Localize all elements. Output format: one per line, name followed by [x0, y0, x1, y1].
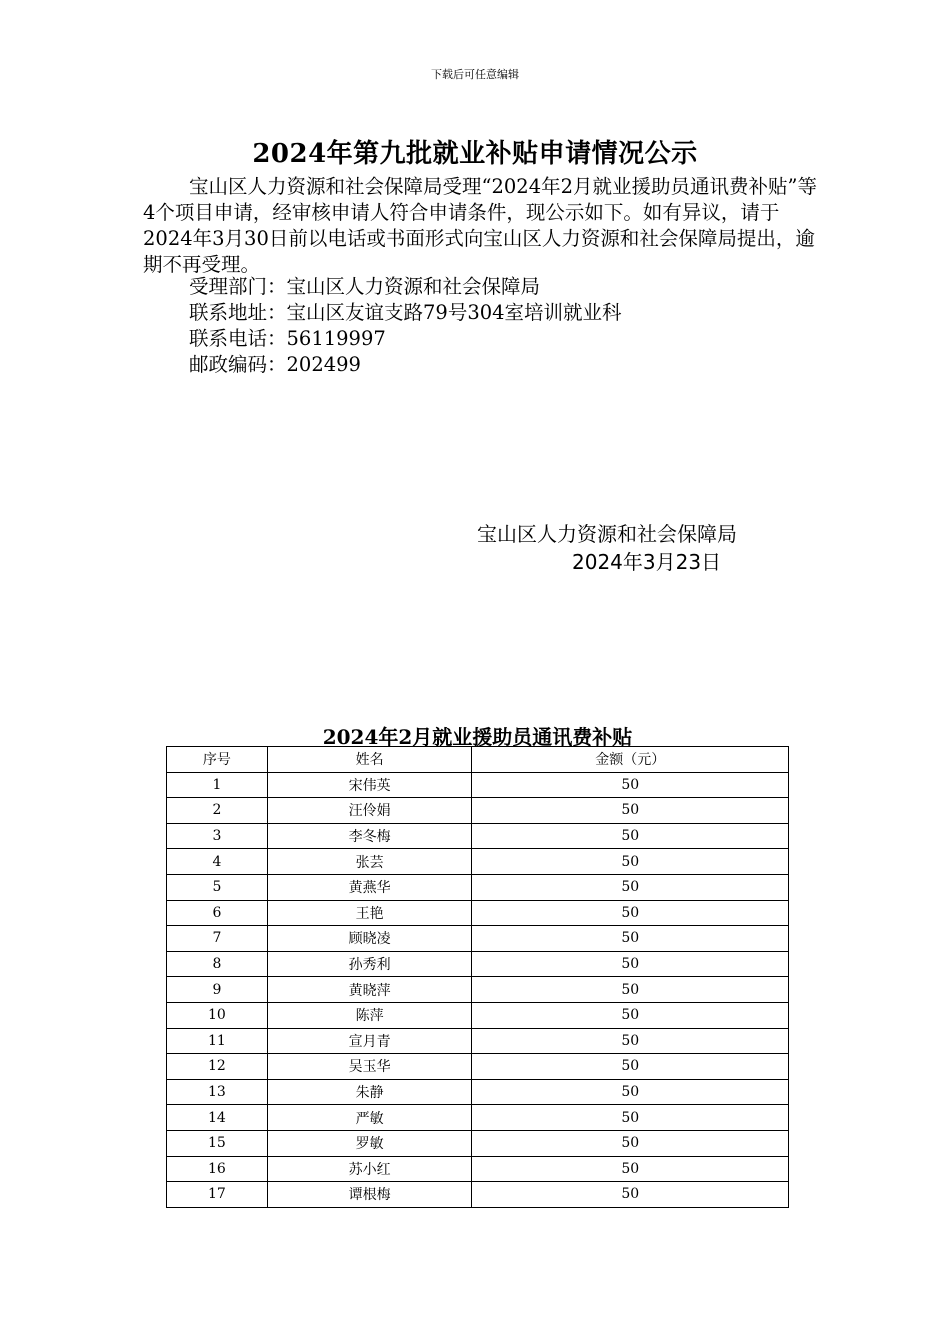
contact-block [143, 274, 869, 378]
row-name: 苏小红 [267, 1156, 472, 1182]
table-row [167, 900, 789, 926]
row-name: 宣月青 [267, 1028, 472, 1054]
row-index: 9 [167, 977, 268, 1003]
row-amount: 50 [472, 772, 789, 798]
signature-date: 2024年3月23日 [572, 550, 722, 574]
row-name: 孙秀利 [267, 951, 472, 977]
row-amount: 50 [472, 1156, 789, 1182]
row-index: 16 [167, 1156, 268, 1182]
contact-phone: 联系电话：56119997 [189, 327, 386, 350]
row-name: 罗敏 [267, 1130, 472, 1156]
row-name: 严敏 [267, 1105, 472, 1131]
row-index: 8 [167, 951, 268, 977]
row-index: 11 [167, 1028, 268, 1054]
row-amount: 50 [472, 900, 789, 926]
header-name: 姓名 [267, 747, 472, 773]
row-index: 12 [167, 1054, 268, 1080]
row-amount: 50 [472, 849, 789, 875]
row-amount: 50 [472, 1182, 789, 1208]
header-note: 下载后可任意编辑 [431, 68, 519, 81]
row-amount: 50 [472, 798, 789, 824]
row-index: 10 [167, 1002, 268, 1028]
table-row [167, 1028, 789, 1054]
table-row [167, 1156, 789, 1182]
row-amount: 50 [472, 1028, 789, 1054]
row-index: 17 [167, 1182, 268, 1208]
row-name: 黄晓萍 [267, 977, 472, 1003]
row-name: 朱静 [267, 1079, 472, 1105]
contact-department: 受理部门：宝山区人力资源和社会保障局 [189, 275, 541, 298]
row-index: 1 [167, 772, 268, 798]
row-name: 黄燕华 [267, 874, 472, 900]
table-header-row [167, 747, 789, 773]
row-index: 2 [167, 798, 268, 824]
table-title: 2024年2月就业援助员通讯费补贴 [322, 725, 633, 749]
row-amount: 50 [472, 977, 789, 1003]
table-row [167, 849, 789, 875]
row-amount: 50 [472, 1002, 789, 1028]
signature-block [477, 520, 737, 576]
row-amount: 50 [472, 1054, 789, 1080]
row-name: 顾晓凌 [267, 926, 472, 952]
row-index: 14 [167, 1105, 268, 1131]
row-name: 吴玉华 [267, 1054, 472, 1080]
row-name: 陈萍 [267, 1002, 472, 1028]
row-amount: 50 [472, 1130, 789, 1156]
header-index: 序号 [167, 747, 268, 773]
row-index: 7 [167, 926, 268, 952]
row-index: 13 [167, 1079, 268, 1105]
row-name: 宋伟英 [267, 772, 472, 798]
row-amount: 50 [472, 1105, 789, 1131]
page-title: 2024年第九批就业补贴申请情况公示 [252, 139, 698, 169]
table-row [167, 1002, 789, 1028]
table-row [167, 1130, 789, 1156]
table-row [167, 1182, 789, 1208]
subsidy-table [166, 746, 789, 1208]
table-row [167, 926, 789, 952]
row-index: 5 [167, 874, 268, 900]
row-amount: 50 [472, 1079, 789, 1105]
row-amount: 50 [472, 874, 789, 900]
table-row [167, 1105, 789, 1131]
row-name: 汪伶娟 [267, 798, 472, 824]
signature-org: 宝山区人力资源和社会保障局 [477, 522, 737, 546]
row-name: 李冬梅 [267, 823, 472, 849]
row-amount: 50 [472, 823, 789, 849]
row-index: 6 [167, 900, 268, 926]
header-amount: 金额（元） [472, 747, 789, 773]
row-index: 3 [167, 823, 268, 849]
table-row [167, 823, 789, 849]
row-index: 4 [167, 849, 268, 875]
row-name: 谭根梅 [267, 1182, 472, 1208]
table-row [167, 1054, 789, 1080]
contact-postcode: 邮政编码：202499 [189, 353, 361, 376]
row-name: 王艳 [267, 900, 472, 926]
contact-address: 联系地址：宝山区友谊支路79号304室培训就业科 [189, 301, 622, 324]
table-row [167, 772, 789, 798]
table-row [167, 874, 789, 900]
row-name: 张芸 [267, 849, 472, 875]
table-row [167, 951, 789, 977]
row-amount: 50 [472, 951, 789, 977]
table-row [167, 798, 789, 824]
row-amount: 50 [472, 926, 789, 952]
table-row [167, 977, 789, 1003]
intro-paragraph: 宝山区人力资源和社会保障局受理“2024年2月就业援助员通讯费补贴”等4个项目申请，经审核申请人符合申请条件，现公示如下。如有异议，请于2024年3月30日前以电话或书面形式向宝山区人力资源和社会保障局提出，逾期不再受理。 [143, 175, 817, 276]
row-index: 15 [167, 1130, 268, 1156]
table-row [167, 1079, 789, 1105]
